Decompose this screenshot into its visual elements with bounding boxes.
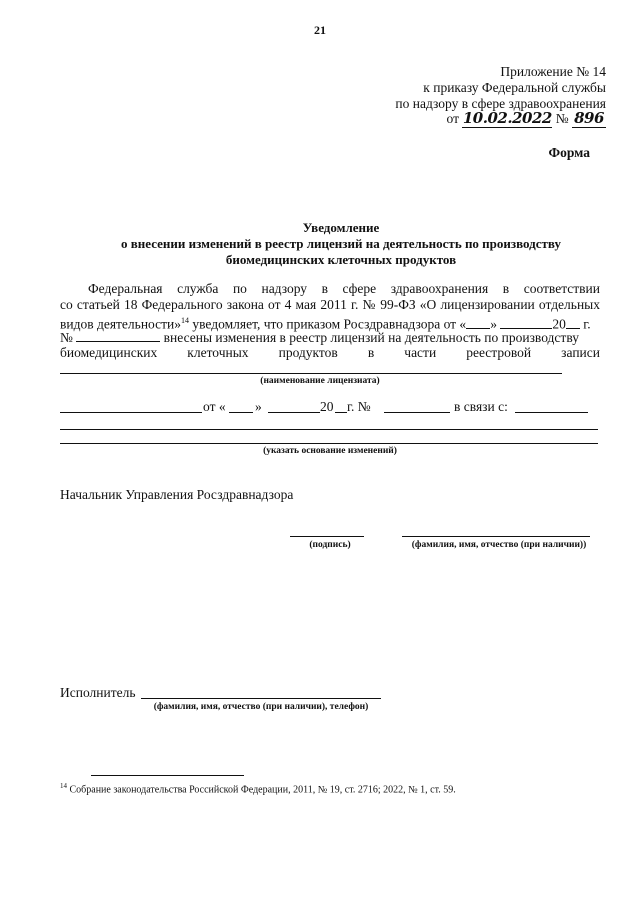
footnote-marker: 14 <box>60 782 67 790</box>
caption-reason: (указать основание изменений) <box>263 446 397 456</box>
footnote <box>60 782 456 795</box>
row2-blank-reason[interactable] <box>515 412 588 413</box>
fio-line[interactable] <box>402 536 590 537</box>
row2-blank-year[interactable] <box>335 412 347 413</box>
row2-close: » <box>255 399 262 414</box>
footnote-ref: 14 <box>181 316 189 325</box>
footnote-separator <box>91 775 244 776</box>
row2-blank-month[interactable] <box>268 412 320 413</box>
licensee-name-line[interactable] <box>60 373 562 374</box>
row2-year: 20 <box>320 399 334 414</box>
executor-line[interactable] <box>141 698 381 699</box>
body-line-1: Федеральная служба по надзору в сфере здравоохранения в соответствии <box>88 281 600 296</box>
reason-line-1[interactable] <box>60 429 598 430</box>
number-prefix: № <box>555 111 569 126</box>
row2-g-number: г. № <box>347 399 371 414</box>
handwritten-number: 896 <box>572 110 606 128</box>
caption-executor: (фамилия, имя, отчество (при наличии), телефон) <box>153 702 369 712</box>
body-line-4: № внесены изменения в реестр лицензий на деятельность по производству <box>60 330 579 345</box>
body-line-2: со статьей 18 Федерального закона от 4 мая 2011 г. № 99-ФЗ «О лицензировании отдельных <box>60 297 600 312</box>
row2-ot: от « <box>203 399 226 414</box>
appendix-number: Приложение № 14 <box>500 64 606 79</box>
caption-signature: (подпись) <box>309 540 351 550</box>
appendix-order-line: к приказу Федеральной службы <box>423 80 606 95</box>
form-label: Форма <box>548 145 590 160</box>
body-line-3: видов деятельности»$^{14}$ уведомляет, что приказом Росздравнадзора от « » 20 г. <box>60 316 591 332</box>
handwritten-date: 10.02.2022 <box>462 109 552 127</box>
reason-line-2[interactable] <box>60 443 598 444</box>
notice-title: Уведомление <box>302 220 380 235</box>
row2-blank-1[interactable] <box>60 412 202 413</box>
caption-fio: (фамилия, имя, отчество (при наличии)) <box>411 540 587 550</box>
blank-year[interactable] <box>566 316 580 329</box>
row2-reason-label: в связи с: <box>454 399 508 414</box>
footnote-text: Собрание законодательства Российской Федерации, 2011, № 19, ст. 2716; 2022, № 1, ст. 59. <box>67 784 456 796</box>
row2-blank-number[interactable] <box>384 412 450 413</box>
appendix-service-line: по надзору в сфере здравоохранения <box>395 96 606 111</box>
notice-subtitle-line1: о внесении изменений в реестр лицензий на деятельность по производству <box>121 236 561 251</box>
caption-licensee: (наименование лицензиата) <box>260 376 380 386</box>
date-prefix: от <box>446 111 459 126</box>
blank-month[interactable] <box>500 316 552 329</box>
blank-day[interactable] <box>466 316 490 329</box>
row2-blank-day[interactable] <box>229 412 253 413</box>
notice-subtitle-line2: биомедицинских клеточных продуктов <box>225 252 457 267</box>
blank-order-number[interactable] <box>76 329 160 342</box>
head-title: Начальник Управления Росздравнадзора <box>60 487 294 502</box>
appendix-date-line <box>447 110 607 128</box>
executor-label: Исполнитель <box>60 685 136 700</box>
body-line-5: биомедицинских клеточных продуктов в части реестровой записи <box>60 345 600 360</box>
signature-line[interactable] <box>290 536 364 537</box>
page-number: 21 <box>314 23 326 37</box>
